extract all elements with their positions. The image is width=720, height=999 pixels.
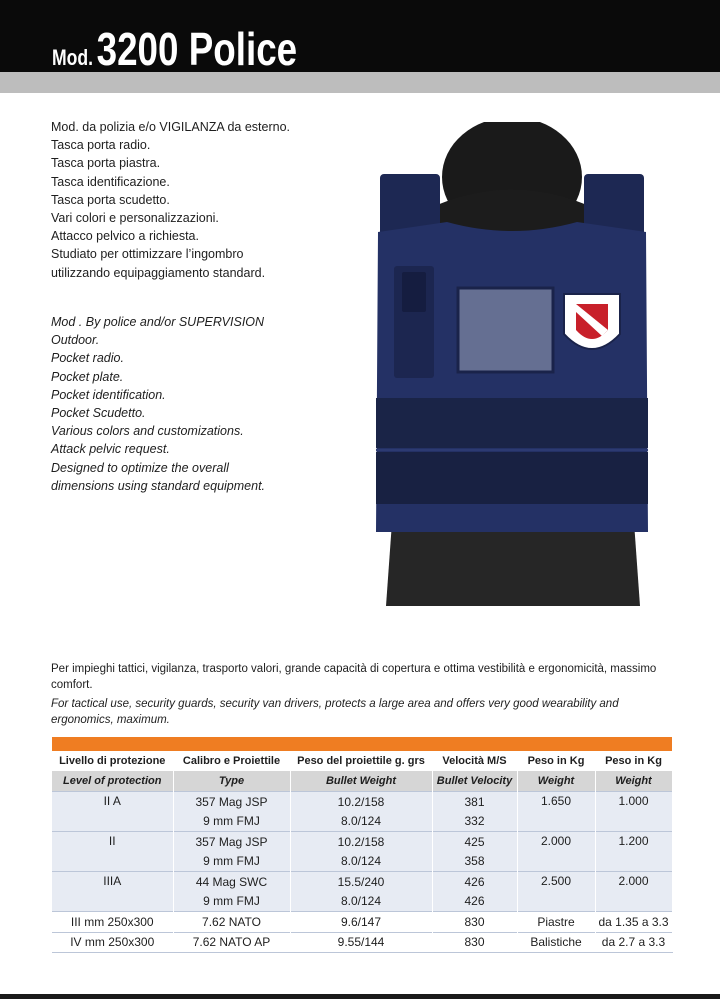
type-cell: 44 Mag SWC — [173, 872, 290, 892]
desc-line: Various colors and customizations. — [51, 424, 244, 439]
kg-cell: 1.200 — [595, 832, 672, 872]
title-main: 3200 Police — [96, 23, 298, 75]
desc-line: Pocket plate. — [51, 369, 124, 384]
type-cell: 9 mm FMJ — [173, 852, 290, 872]
desc-line: Vari colori e personalizzazioni. — [51, 211, 219, 226]
desc-line: Studiato per ottimizzare l’ingombro — [51, 247, 244, 262]
desc-line: Mod. da polizia e/o VIGILANZA da esterno. — [51, 120, 291, 134]
id-pocket — [458, 288, 553, 372]
desc-line: Attacco pelvico a richiesta. — [51, 229, 199, 244]
velocity-cell: 830 — [432, 912, 517, 933]
footer-line — [0, 994, 720, 999]
column-subheader: Level of protection — [52, 771, 173, 792]
column-subheader: Type — [173, 771, 290, 792]
velocity-cell: 426 — [432, 892, 517, 912]
velocity-cell: 332 — [432, 812, 517, 832]
type-cell: 7.62 NATO — [173, 912, 290, 933]
pants-shape — [386, 522, 640, 606]
column-subheader: Weight — [517, 771, 595, 792]
kg-cell: 2.500 — [517, 872, 595, 912]
desc-line: Pocket identification. — [51, 387, 166, 402]
waist-strap-lower — [376, 452, 648, 504]
desc-line: dimensions using standard equipment. — [51, 478, 266, 493]
kg-cell: da 2.7 a 3.3 — [595, 932, 672, 953]
desc-line: Pocket Scudetto. — [51, 406, 146, 421]
table-row — [52, 932, 672, 953]
desc-line: Outdoor. — [51, 333, 100, 348]
type-cell: 7.62 NATO AP — [173, 932, 290, 953]
kg-cell: 2.000 — [595, 872, 672, 912]
radio-pocket-flap — [402, 272, 426, 312]
desc-line: Tasca porta scudetto. — [51, 192, 170, 207]
velocity-cell: 426 — [432, 872, 517, 892]
weight-cell: 9.6/147 — [290, 912, 432, 933]
weight-cell: 8.0/124 — [290, 812, 432, 832]
table-row — [52, 912, 672, 933]
desc-line: Designed to optimize the overall — [51, 460, 229, 475]
level-cell: II A — [52, 792, 173, 832]
table-header-row — [52, 751, 672, 771]
kg-cell: 1.000 — [595, 792, 672, 832]
column-subheader: Bullet Weight — [290, 771, 432, 792]
column-header: Peso in Kg — [517, 751, 595, 771]
level-cell: III mm 250x300 — [52, 912, 173, 933]
column-header: Peso del proiettile g. grs — [290, 751, 432, 771]
desc-line: utilizzando equipaggiamento standard. — [51, 265, 266, 280]
type-cell: 357 Mag JSP — [173, 792, 290, 812]
title-prefix: Mod. — [52, 45, 94, 70]
table-row — [52, 832, 672, 852]
table-subheader-row — [52, 771, 672, 792]
column-subheader: Bullet Velocity — [432, 771, 517, 792]
velocity-cell: 425 — [432, 832, 517, 852]
kg-cell: 2.000 — [517, 832, 595, 872]
waist-strap-upper — [376, 398, 648, 448]
weight-cell: 10.2/158 — [290, 832, 432, 852]
column-header: Peso in Kg — [595, 751, 672, 771]
weight-cell: 15.5/240 — [290, 872, 432, 892]
weight-cell: 10.2/158 — [290, 792, 432, 812]
protection-table — [52, 751, 673, 953]
desc-line: Tasca porta radio. — [51, 138, 151, 153]
kg-cell: Balistiche — [517, 932, 595, 953]
kg-cell: 1.650 — [517, 792, 595, 832]
weight-cell: 9.55/144 — [290, 932, 432, 953]
desc-line: Pocket radio. — [51, 351, 124, 366]
velocity-cell: 381 — [432, 792, 517, 812]
usage-english: For tactical use, security guards, security van drivers, protects a large area and offers very good wearability and ergonomics, maximum. — [51, 698, 619, 726]
column-header: Velocità M/S — [432, 751, 517, 771]
velocity-cell: 830 — [432, 932, 517, 953]
level-cell: II — [52, 832, 173, 872]
weight-cell: 8.0/124 — [290, 892, 432, 912]
column-header: Livello di protezione — [52, 751, 173, 771]
header-sub-bar — [0, 72, 720, 93]
kg-cell: Piastre — [517, 912, 595, 933]
type-cell: 9 mm FMJ — [173, 892, 290, 912]
vest-image — [372, 122, 652, 606]
table-row — [52, 872, 672, 892]
description-english — [51, 313, 265, 495]
table-accent-bar — [52, 737, 672, 751]
desc-line: Tasca porta piastra. — [51, 156, 161, 171]
page-title — [52, 23, 298, 75]
desc-line: Attack pelvic request. — [51, 442, 170, 457]
description-italian — [51, 118, 290, 282]
weight-cell: 8.0/124 — [290, 852, 432, 872]
table-row — [52, 792, 672, 812]
column-header: Calibro e Proiettile — [173, 751, 290, 771]
column-subheader: Weight — [595, 771, 672, 792]
level-cell: IV mm 250x300 — [52, 932, 173, 953]
usage-italian: Per impieghi tattici, vigilanza, trasporto valori, grande capacità di copertura e ottima vestibilità e ergonomicità, massimo comfort. — [51, 663, 657, 691]
type-cell: 9 mm FMJ — [173, 812, 290, 832]
velocity-cell: 358 — [432, 852, 517, 872]
kg-cell: da 1.35 a 3.3 — [595, 912, 672, 933]
type-cell: 357 Mag JSP — [173, 832, 290, 852]
desc-line: Mod . By police and/or SUPERVISION — [51, 315, 265, 329]
desc-line: Tasca identificazione. — [51, 174, 170, 189]
level-cell: IIIA — [52, 872, 173, 912]
